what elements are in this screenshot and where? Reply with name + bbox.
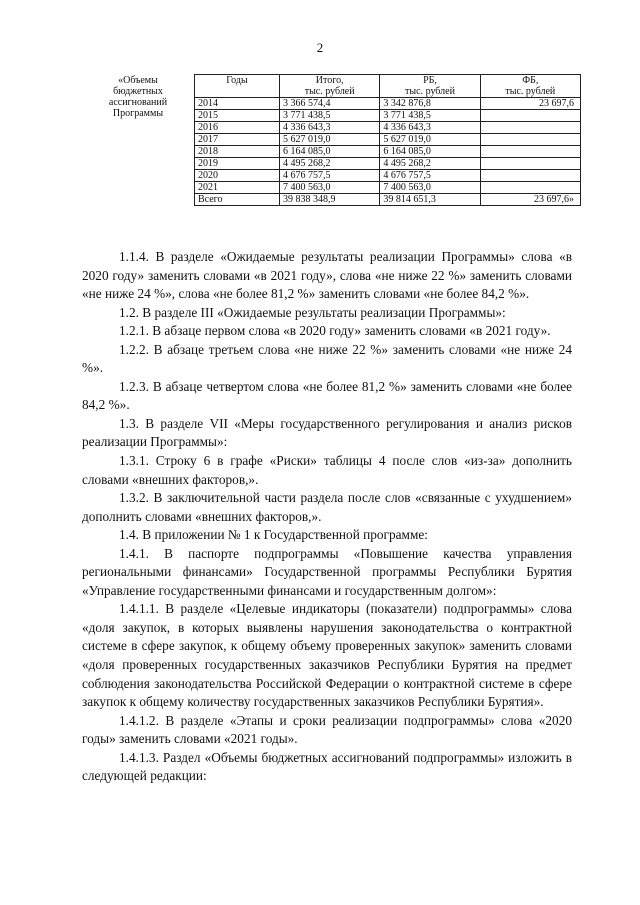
cell-rb: 4 676 757,5 <box>380 170 480 182</box>
cell-rb: 4 495 268,2 <box>380 158 480 170</box>
page-number: 2 <box>316 40 324 55</box>
budget-allocations-table <box>82 74 581 206</box>
table-header-row <box>82 75 581 98</box>
cell-year: 2020 <box>195 170 280 182</box>
cell-rb: 6 164 085,0 <box>380 146 480 158</box>
paragraph: 1.4. В приложении № 1 к Государственной программе: <box>119 527 428 543</box>
cell-fb <box>480 158 580 170</box>
paragraph: 1.4.1.1. В разделе «Целевые индикаторы (показатели) подпрограммы» слова «доля закупок, в которых выявлены нарушения законодательства о контрактной системе в сфере закупок, к общему объему проверенных закупок» заменить словами «доля проверенных государственных заказчиков Республики Бурятия на предмет соблюдения законодательства Российской Федерации о контрактной системе в сфере закупок к общему количеству государственных заказчиков Республики Бурятия». <box>82 601 572 710</box>
header-fb-line: ФБ, <box>522 75 539 86</box>
header-fb <box>480 75 580 98</box>
cell-rb: 4 336 643,3 <box>380 122 480 134</box>
cell-year: 2018 <box>195 146 280 158</box>
header-rb <box>380 75 480 98</box>
paragraph: 1.2.1. В абзаце первом слова «в 2020 году» заменить словами «в 2021 году». <box>119 323 551 339</box>
paragraph: 1.1.4. В разделе «Ожидаемые результаты реализации Программы» слова «в 2020 году» заменить словами «в 2021 году», слова «не ниже 22 %» заменить словами «не ниже 24 %», слова «не более 81,2 %» заменить словами «не более 84,2 %». <box>82 249 572 302</box>
cell-year: 2019 <box>195 158 280 170</box>
cell-fb: 23 697,6 <box>480 98 580 110</box>
cell-fb <box>480 122 580 134</box>
header-year: Годы <box>195 75 280 98</box>
paragraph: 1.2. В разделе III «Ожидаемые результаты реализации Программы»: <box>119 304 506 320</box>
cell-rb: 7 400 563,0 <box>380 182 480 194</box>
header-fb-line: тыс. рублей <box>505 86 556 97</box>
cell-rb: 3 342 876,8 <box>380 98 480 110</box>
cell-rb: 5 627 019,0 <box>380 134 480 146</box>
cell-total: 7 400 563,0 <box>280 182 380 194</box>
paragraph: 1.3. В разделе VII «Меры государственного регулирования и анализ рисков реализации Программы»: <box>82 415 572 450</box>
header-first-line: бюджетных <box>113 85 163 97</box>
header-rb-line: РБ, <box>423 75 437 86</box>
cell-total: 4 336 643,3 <box>280 122 380 134</box>
program-budget-label-cell <box>82 75 195 206</box>
cell-fb <box>480 110 580 122</box>
document-body <box>82 248 572 786</box>
cell-total: 4 676 757,5 <box>280 170 380 182</box>
paragraph: 1.3.2. В заключительной части раздела после слов «связанные с ухудшением» дополнить словами «внешних факторов,». <box>82 490 572 524</box>
cell-total-sum: 39 838 348,9 <box>280 194 380 206</box>
cell-year: 2014 <box>195 98 280 110</box>
cell-total: 4 495 268,2 <box>280 158 380 170</box>
header-total-line: Итого, <box>315 75 344 86</box>
cell-fb <box>480 146 580 158</box>
header-first-line: ассигнований <box>108 96 168 108</box>
cell-fb <box>480 170 580 182</box>
cell-fb <box>480 182 580 194</box>
cell-rb: 3 771 438,5 <box>380 110 480 122</box>
paragraph: 1.2.2. В абзаце третьем слова «не ниже 22 %» заменить словами «не ниже 24 %». <box>82 341 572 376</box>
cell-rb-sum: 39 814 651,3 <box>380 194 480 206</box>
cell-total: 5 627 019,0 <box>280 134 380 146</box>
cell-year: 2015 <box>195 110 280 122</box>
paragraph: 1.3.1. Строку 6 в графе «Риски» таблицы 4 после слов «из-за» дополнить словами «внешних факторов,». <box>82 453 572 487</box>
header-rb-line: тыс. рублей <box>405 86 455 97</box>
cell-year: 2016 <box>195 122 280 134</box>
header-total <box>280 75 380 98</box>
header-first-line: Программы <box>112 107 164 119</box>
header-first-line: «Объемы <box>118 74 158 86</box>
cell-year: 2021 <box>195 182 280 194</box>
header-total-line: тыс. рублей <box>304 86 355 97</box>
cell-total: 3 771 438,5 <box>280 110 380 122</box>
paragraph: 1.4.1. В паспорте подпрограммы «Повышение качества управления региональными финансами» Государственной программы Республики Бурятия «Управление государственными финансами и государственным долгом»: <box>82 545 572 598</box>
cell-year: 2017 <box>195 134 280 146</box>
cell-total-label: Всего <box>195 194 280 206</box>
paragraph: 1.2.3. В абзаце четвертом слова «не более 81,2 %» заменить словами «не более 84,2 %». <box>82 378 572 413</box>
paragraph: 1.4.1.3. Раздел «Объемы бюджетных ассигнований подпрограммы» изложить в следующей редакции: <box>82 749 572 784</box>
paragraph: 1.4.1.2. В разделе «Этапы и сроки реализации подпрограммы» слова «2020 годы» заменить словами «2021 годы». <box>82 712 572 747</box>
cell-total: 3 366 574,4 <box>280 98 380 110</box>
cell-total: 6 164 085,0 <box>280 146 380 158</box>
cell-fb-sum: 23 697,6» <box>480 194 580 206</box>
cell-fb <box>480 134 580 146</box>
